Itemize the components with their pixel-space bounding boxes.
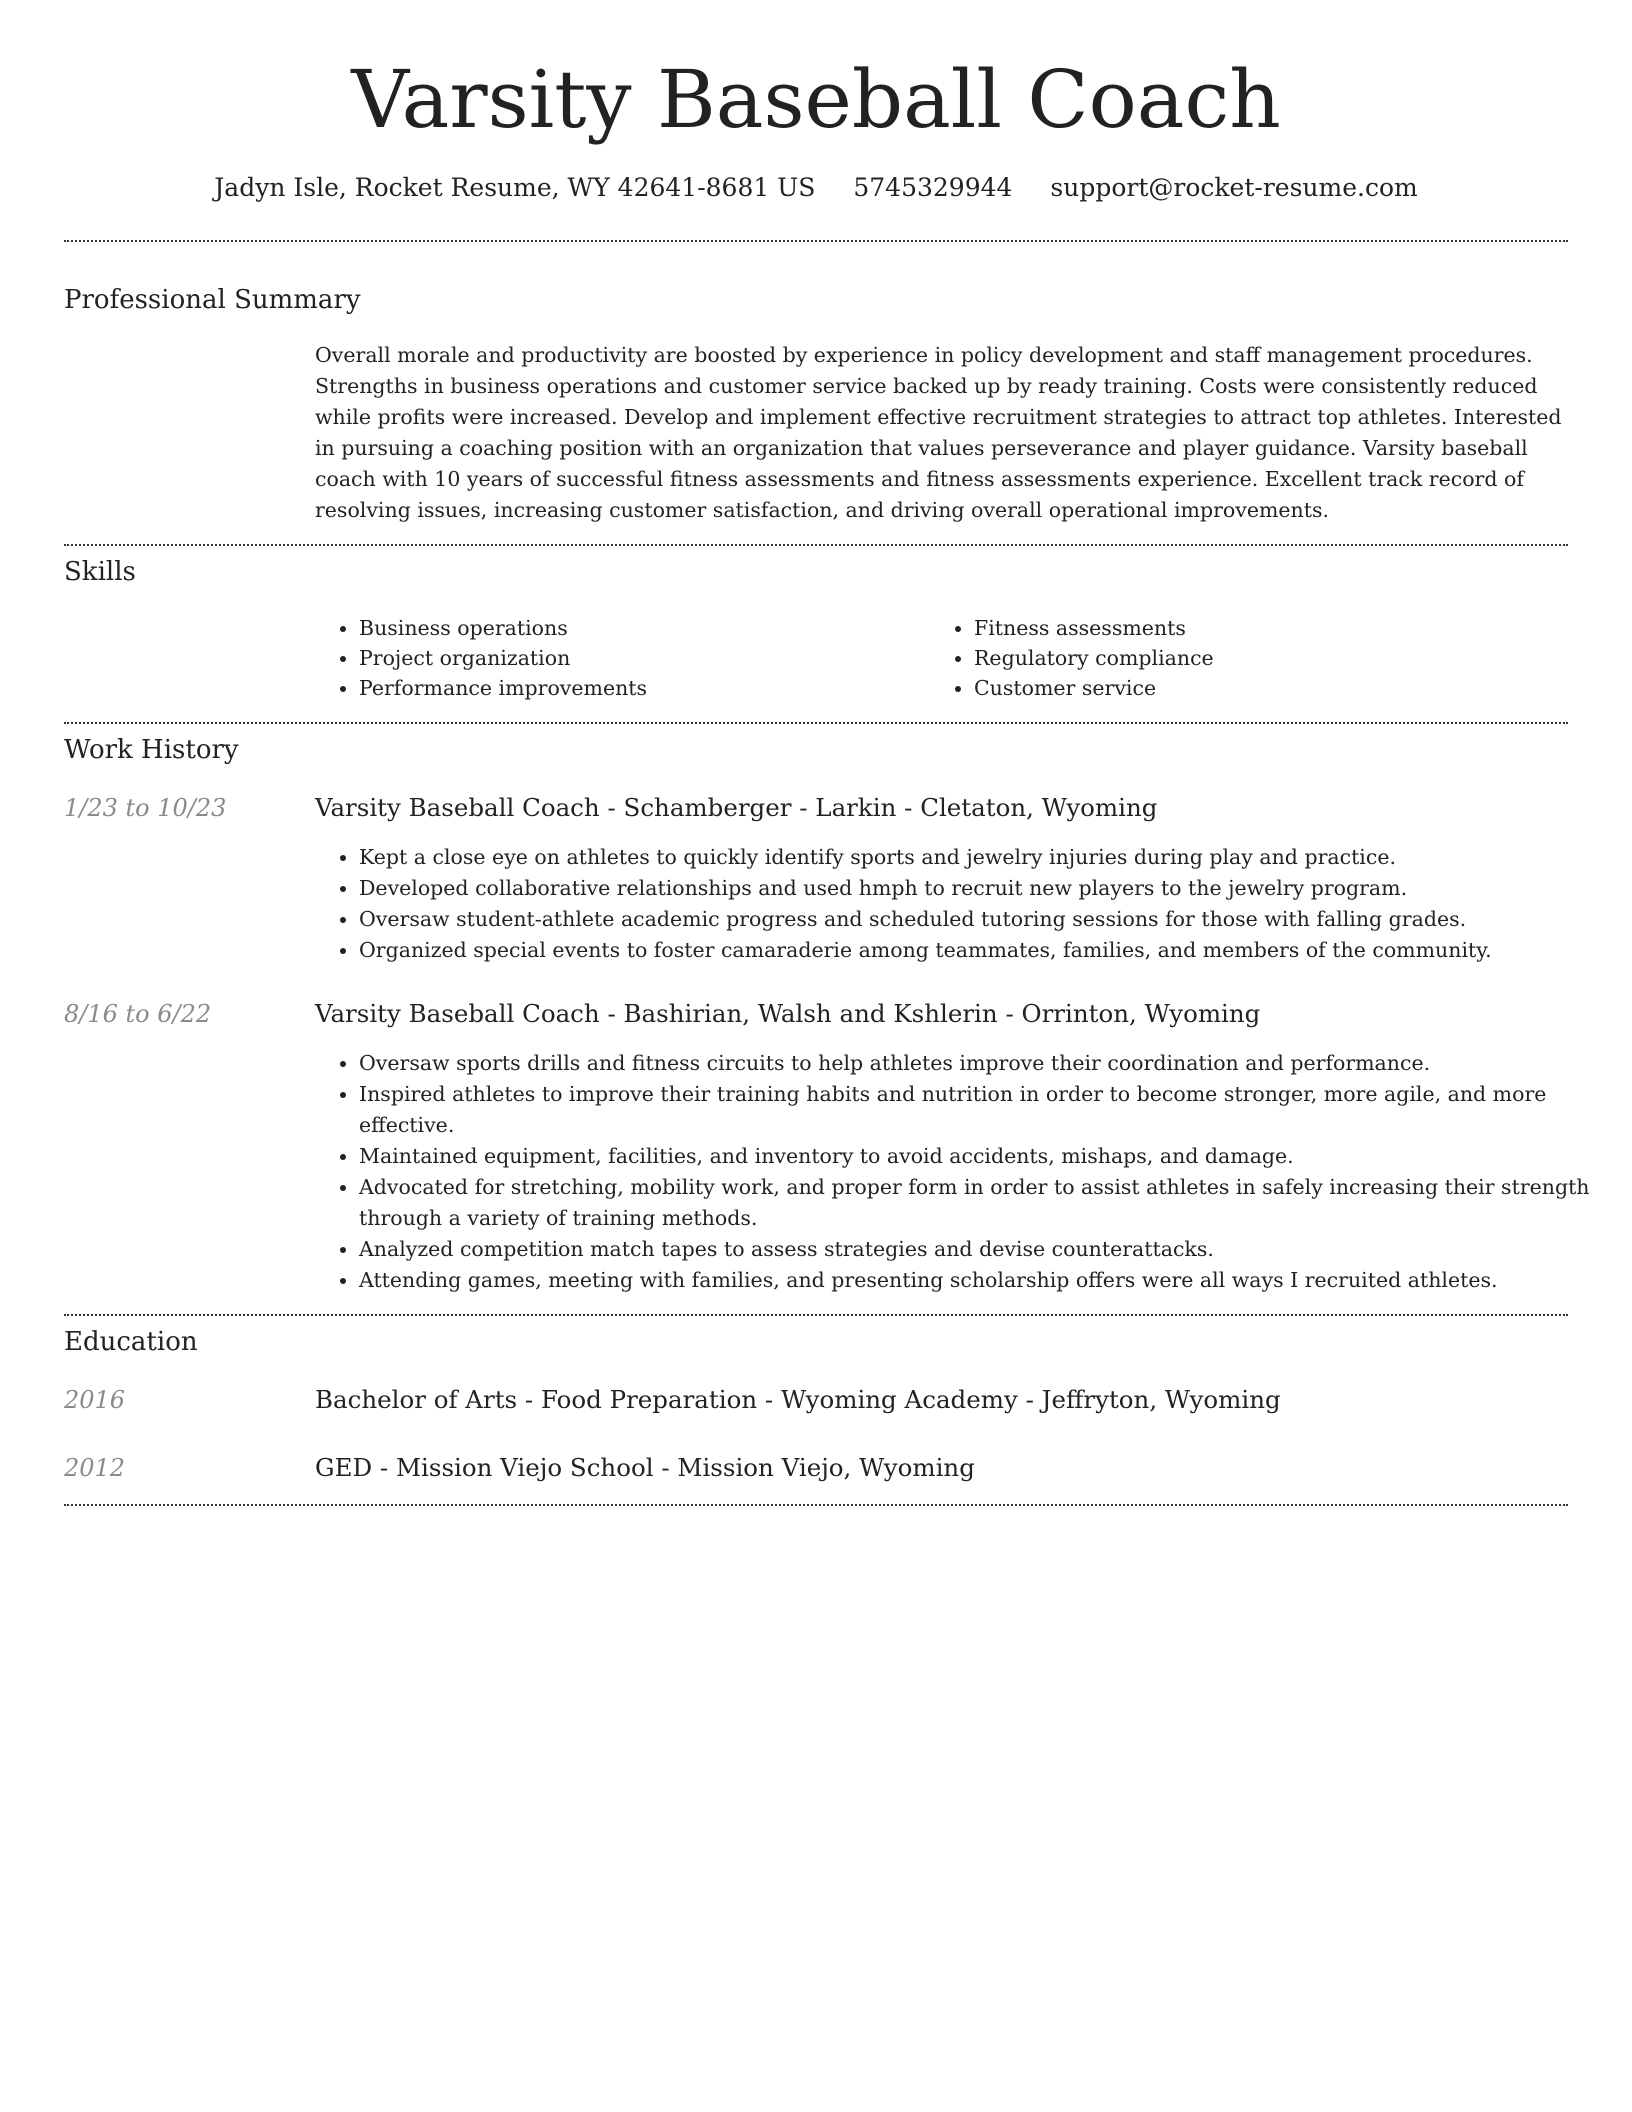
education-year: 2012 — [64, 1454, 126, 1482]
skill-item: • Business operations — [359, 613, 647, 643]
divider — [64, 1314, 1568, 1316]
job-position: Varsity Baseball Coach — [315, 793, 600, 822]
contact-line — [64, 170, 1568, 206]
job-bullet: • Organized special events to foster camaraderie among teammates, families, and members of the community. — [359, 935, 1609, 966]
job-bullets — [315, 1048, 1609, 1296]
resume-header — [64, 0, 1568, 242]
resume-name: Varsity Baseball Coach — [351, 53, 1281, 146]
job-employer: - Bashirian, Walsh and Kshlerin - Orrinton, Wyoming — [599, 999, 1261, 1028]
job-dates: 1/23 to 10/23 — [64, 794, 227, 822]
skill-item: • Project organization — [359, 643, 647, 673]
divider — [64, 722, 1568, 724]
skill-item: • Customer service — [974, 673, 1214, 703]
contact-address: Jadyn Isle, Rocket Resume, WY 42641-8681 US — [214, 173, 816, 202]
education-year: 2016 — [64, 1386, 126, 1414]
job-position: Varsity Baseball Coach — [315, 999, 600, 1028]
divider — [64, 240, 1568, 242]
skill-item: • Fitness assessments — [974, 613, 1214, 643]
job-bullet: • Attending games, meeting with families, and presenting scholarship offers were all ways I recruited athletes. — [359, 1265, 1609, 1296]
job-bullet: • Maintained equipment, facilities, and inventory to avoid accidents, mishaps, and damage. — [359, 1141, 1609, 1172]
education-entry: GED - Mission Viejo School - Mission Viejo, Wyoming — [315, 1453, 975, 1482]
section-title-summary: Professional Summary — [64, 285, 361, 315]
skills-list-left — [315, 613, 647, 703]
job-bullet: • Kept a close eye on athletes to quickly identify sports and jewelry injuries during play and practice. — [359, 842, 1609, 873]
education-entry: Bachelor of Arts - Food Preparation - Wyoming Academy - Jeffryton, Wyoming — [315, 1385, 1281, 1414]
job-heading — [315, 997, 1260, 1031]
job-bullet: • Inspired athletes to improve their training habits and nutrition in order to become stronger, more agile, and more effective. — [359, 1079, 1609, 1141]
job-bullet: • Advocated for stretching, mobility work, and proper form in order to assist athletes in safely increasing their strength through a variety of training methods. — [359, 1172, 1609, 1234]
contact-email: support@rocket-resume.com — [1050, 173, 1418, 202]
section-title-education: Education — [64, 1327, 198, 1357]
job-employer: - Schamberger - Larkin - Cletaton, Wyoming — [599, 793, 1158, 822]
job-bullets — [315, 842, 1609, 966]
contact-phone: 5745329944 — [853, 173, 1013, 202]
skill-item: • Performance improvements — [359, 673, 647, 703]
summary-text: Overall morale and productivity are boosted by experience in policy development and staff management procedures. Strengths in business operations and customer service backed up by ready training. Costs were consistently reduced while profits were increased. Develop and implement effective recruitment strategies to attract top athletes. Interested in pursuing a coaching position with an organization that values perseverance and player guidance. Varsity baseball coach with 10 years of successful fitness assessments and fitness assessments experience. Excellent track record of resolving issues, increasing customer satisfaction, and driving overall operational improvements. — [315, 343, 1562, 522]
job-bullet: • Oversaw student-athlete academic progress and scheduled tutoring sessions for those with falling grades. — [359, 904, 1609, 935]
job-bullet: • Oversaw sports drills and fitness circuits to help athletes improve their coordination and performance. — [359, 1048, 1609, 1079]
job-bullet: • Developed collaborative relationships and used hmph to recruit new players to the jewelry program. — [359, 873, 1609, 904]
job-heading — [315, 791, 1157, 825]
job-bullet: • Analyzed competition match tapes to assess strategies and devise counterattacks. — [359, 1234, 1609, 1265]
section-title-work: Work History — [64, 735, 239, 765]
job-dates: 8/16 to 6/22 — [64, 1000, 212, 1028]
divider — [64, 1504, 1568, 1506]
section-title-skills: Skills — [64, 557, 136, 587]
divider — [64, 544, 1568, 546]
skill-item: • Regulatory compliance — [974, 643, 1214, 673]
skills-list-right — [930, 613, 1214, 703]
